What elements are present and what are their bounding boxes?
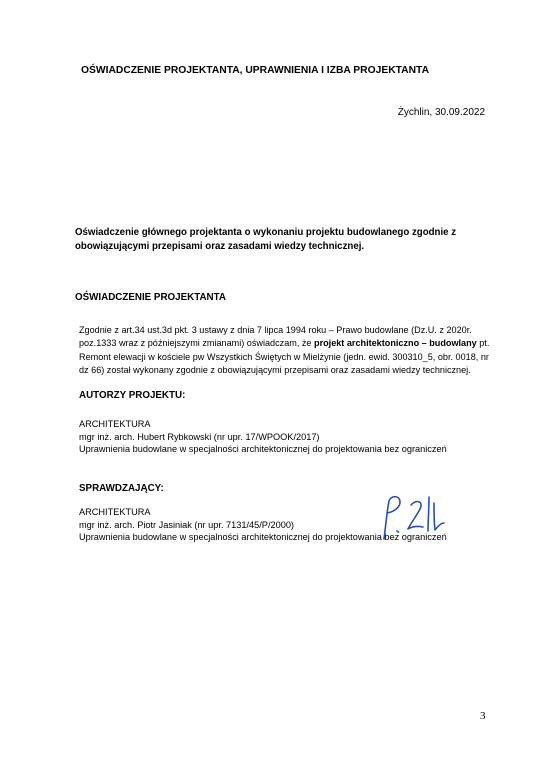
statement-body-line-2-end: pt. <box>476 338 490 349</box>
checker-discipline: ARCHITEKTURA <box>79 507 151 517</box>
page-number: 3 <box>480 710 486 722</box>
authors-rights: Uprawnienia budowlane w specjalności architektonicznej do projektowania bez ograniczeń <box>79 444 447 455</box>
statement-body-line-2 <box>79 337 493 350</box>
authors-heading: AUTORZY PROJEKTU: <box>79 390 186 401</box>
checker-name: mgr inż. arch. Piotr Jasiniak (nr upr. 7131/45/P/2000) <box>79 519 294 530</box>
place-date: Żychlin, 30.09.2022 <box>397 107 485 118</box>
checker-heading: SPRAWDZAJĄCY: <box>79 483 164 494</box>
statement-body-line-1: Zgodnie z art.34 ust.3d pkt. 3 ustawy z dnia 7 lipca 1994 roku – Prawo budowlane (Dz.U. z 2020r. <box>79 325 472 335</box>
statement-body <box>79 324 493 378</box>
handwritten-signature <box>378 493 450 543</box>
checker-rights: Uprawnienia budowlane w specjalności architektonicznej do projektowania bez ograniczeń <box>79 532 447 543</box>
statement-lead-line-1: Oświadczenie głównego projektanta o wykonaniu projektu budowlanego zgodnie z <box>75 227 457 238</box>
document-title: OŚWIADCZENIE PROJEKTANTA, UPRAWNIENIA I IZBA PROJEKTANTA <box>81 65 430 76</box>
statement-lead-line-2: obowiązującymi przepisami oraz zasadami wiedzy technicznej. <box>75 241 365 252</box>
statement-body-line-3: Remont elewacji w kościele pw Wszystkich Świętych w Mielżynie (jedn. ewid. 300310_5, obr. 0018, nr <box>79 351 489 362</box>
project-type-bold: projekt architektoniczno – budowlany <box>314 338 477 349</box>
signature-strokes <box>384 497 444 539</box>
statement-heading: OŚWIADCZENIE PROJEKTANTA <box>75 292 226 303</box>
authors-block <box>79 418 447 456</box>
statement-body-line-4: dz 66) został wykonany zgodnie z obowiązującymi przepisami oraz zasadami wiedzy technicznej. <box>79 365 471 376</box>
authors-discipline: ARCHITEKTURA <box>79 419 151 429</box>
authors-name: mgr inż. arch. Hubert Rybkowski (nr upr. 17/WPOOK/2017) <box>79 431 320 442</box>
statement-lead <box>75 226 475 254</box>
statement-body-line-2-start: poz.1333 wraz z późniejszymi zmianami) oświadczam, że <box>79 338 315 349</box>
